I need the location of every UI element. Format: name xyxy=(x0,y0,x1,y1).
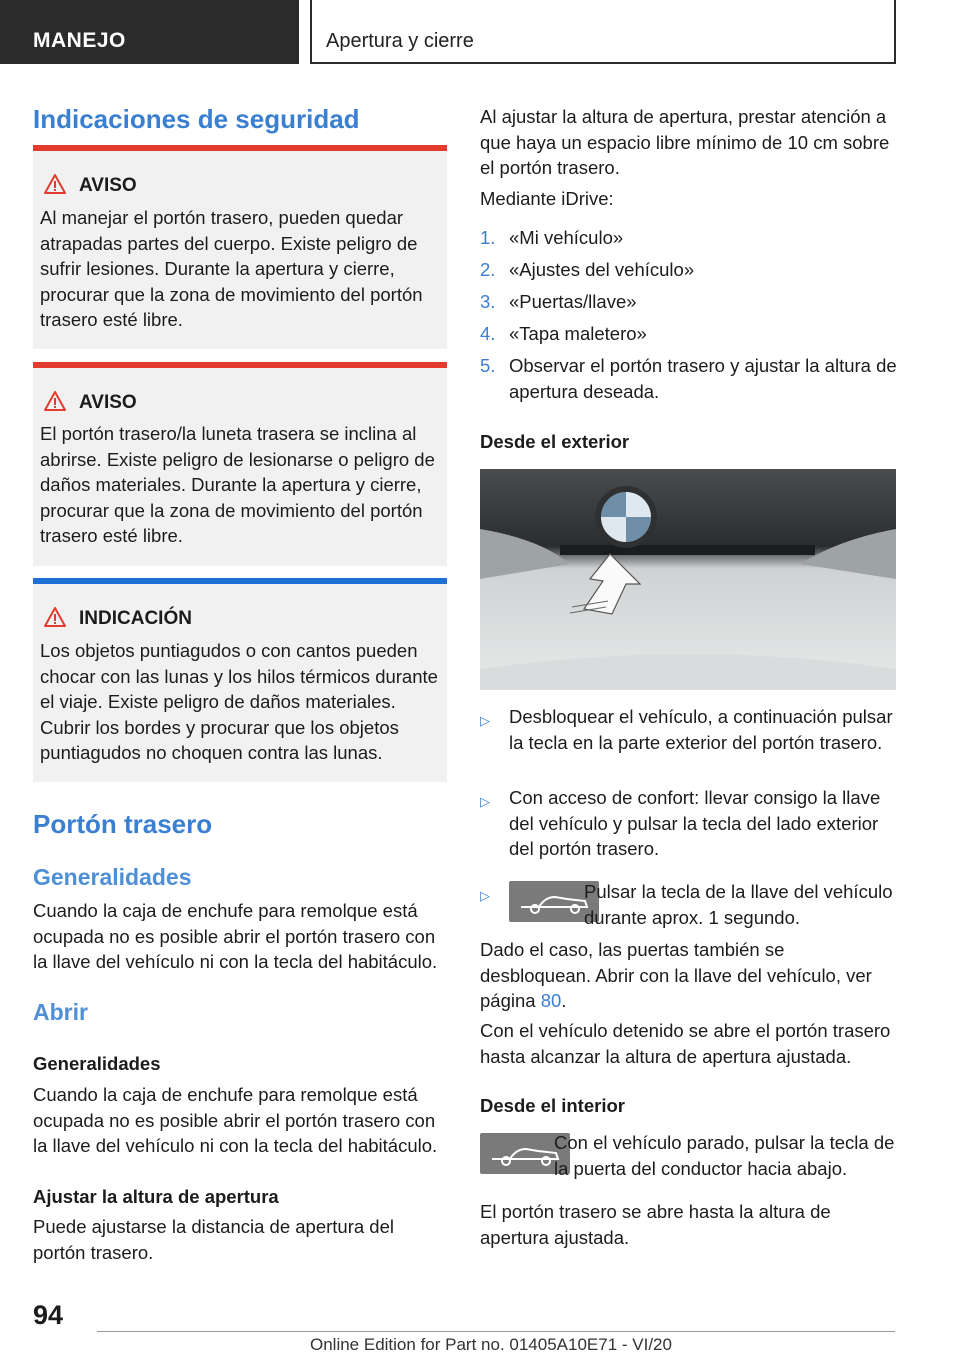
dado-text xyxy=(480,937,900,1014)
abrir-title: Abrir xyxy=(33,999,88,1025)
ajustar-title: Ajustar la altura de apertura xyxy=(33,1186,279,1207)
warning-bar xyxy=(33,362,447,368)
note-text: Los objetos puntiagudos o con cantos pueden chocar con las lunas y los hilos térmicos durante el viaje. Existe peligro de daños materiales. Cubrir los bordes y procurar que los objetos puntiagudos no choquen contra las lunas. xyxy=(40,640,438,763)
list-item xyxy=(480,257,900,283)
step-text: Observar el portón trasero y ajustar la altura de apertura deseada. xyxy=(509,355,897,402)
warning-label: AVISO xyxy=(79,175,137,196)
bullet-triangle-icon: ▷ xyxy=(480,794,490,809)
interior-title: Desde el interior xyxy=(480,1095,625,1116)
warning-triangle-icon xyxy=(43,173,67,195)
list-item xyxy=(480,353,900,405)
header-chapter-label: Apertura y cierre xyxy=(326,30,474,52)
dado-end: . xyxy=(561,990,567,1011)
abrir-gen-title: Generalidades xyxy=(33,1053,161,1074)
warning-box-2 xyxy=(33,362,447,566)
step-number: 2. xyxy=(480,259,496,280)
footer-edition: Online Edition for Part no. 01405A10E71 - VI/20 xyxy=(310,1335,672,1354)
list-item xyxy=(480,879,900,931)
warning-bar xyxy=(33,145,447,151)
step-text: «Ajustes del vehículo» xyxy=(509,259,695,280)
bullet-triangle-icon: ▷ xyxy=(480,713,490,728)
porton-title: Portón trasero xyxy=(33,809,213,839)
bullet-text: Pulsar la tecla de la llave del vehículo durante aprox. 1 segundo. xyxy=(584,881,893,928)
header-chapter-tab xyxy=(310,0,896,64)
list-item xyxy=(480,225,900,251)
bullet-triangle-icon: ▷ xyxy=(480,888,490,903)
step-text: «Puertas/llave» xyxy=(509,291,637,312)
step-text: «Tapa maletero» xyxy=(509,323,647,344)
list-item xyxy=(480,321,900,347)
interior-text: Con el vehículo parado, pulsar la tecla de la puerta del conductor hacia abajo. xyxy=(554,1132,895,1179)
warning-label: AVISO xyxy=(79,392,137,413)
step-number: 4. xyxy=(480,323,496,344)
footer-divider xyxy=(97,1331,895,1332)
warning-box-1 xyxy=(33,145,447,349)
list-item xyxy=(480,704,900,782)
dado-body: Dado el caso, las puertas también se desbloquean. Abrir con la llave del vehículo, ver página xyxy=(480,939,872,1011)
warning-text: Al manejar el portón trasero, pueden quedar atrapadas partes del cuerpo. Existe peligro de sufrir lesiones. Durante la apertura y cierre, procurar que la zona de movimiento del portón trasero esté libre. xyxy=(40,207,423,330)
final-text: El portón trasero se abre hasta la altura de apertura ajustada. xyxy=(480,1201,831,1248)
warning-triangle-icon xyxy=(43,390,67,412)
exterior-title: Desde el exterior xyxy=(480,431,630,452)
warning-text: El portón trasero/la luneta trasera se inclina al abrirse. Existe peligro de lesionarse o peligro de daños materiales. Durante la apertura y cierre, procurar que la zona de movimiento del portón trasero esté libre. xyxy=(40,423,435,546)
header-section-label: MANEJO xyxy=(33,29,126,52)
safety-title: Indicaciones de seguridad xyxy=(33,104,360,134)
header-section-tab xyxy=(0,0,299,64)
bullet-text: Con acceso de confort: llevar consigo la llave del vehículo y pulsar la tecla del lado exterior del portón trasero. xyxy=(509,787,881,859)
idrive-label: Mediante iDrive: xyxy=(480,188,614,209)
generalidades-title: Generalidades xyxy=(33,864,192,890)
intro-text: Al ajustar la altura de apertura, prestar atención a que haya un espacio libre mínimo de 10 cm sobre el portón trasero. xyxy=(480,106,890,178)
detenido-text: Con el vehículo detenido se abre el portón trasero hasta alcanzar la altura de apertura ajustada. xyxy=(480,1020,891,1067)
generalidades-text: Cuando la caja de enchufe para remolque está ocupada no es posible abrir el portón trasero con la llave del vehículo ni con la tecla del habitáculo. xyxy=(33,900,438,972)
note-bar xyxy=(33,578,447,584)
note-label: INDICACIÓN xyxy=(79,608,192,629)
list-item xyxy=(480,289,900,315)
step-number: 3. xyxy=(480,291,496,312)
trunk-button-photo xyxy=(480,469,896,690)
bullet-text: Desbloquear el vehículo, a continuación pulsar la tecla en la parte exterior del portón trasero. xyxy=(509,706,893,753)
list-item xyxy=(480,785,900,863)
ajustar-text: Puede ajustarse la distancia de apertura del portón trasero. xyxy=(33,1216,394,1263)
note-box xyxy=(33,578,447,782)
warning-triangle-icon xyxy=(43,606,67,628)
page-reference-link[interactable]: 80 xyxy=(540,990,562,1011)
abrir-gen-text: Cuando la caja de enchufe para remolque está ocupada no es posible abrir el portón trasero con la llave del vehículo ni con la tecla del habitáculo. xyxy=(33,1084,438,1156)
step-number: 1. xyxy=(480,227,496,248)
step-text: «Mi vehículo» xyxy=(509,227,624,248)
page-number: 94 xyxy=(33,1300,64,1330)
step-number: 5. xyxy=(480,355,496,376)
